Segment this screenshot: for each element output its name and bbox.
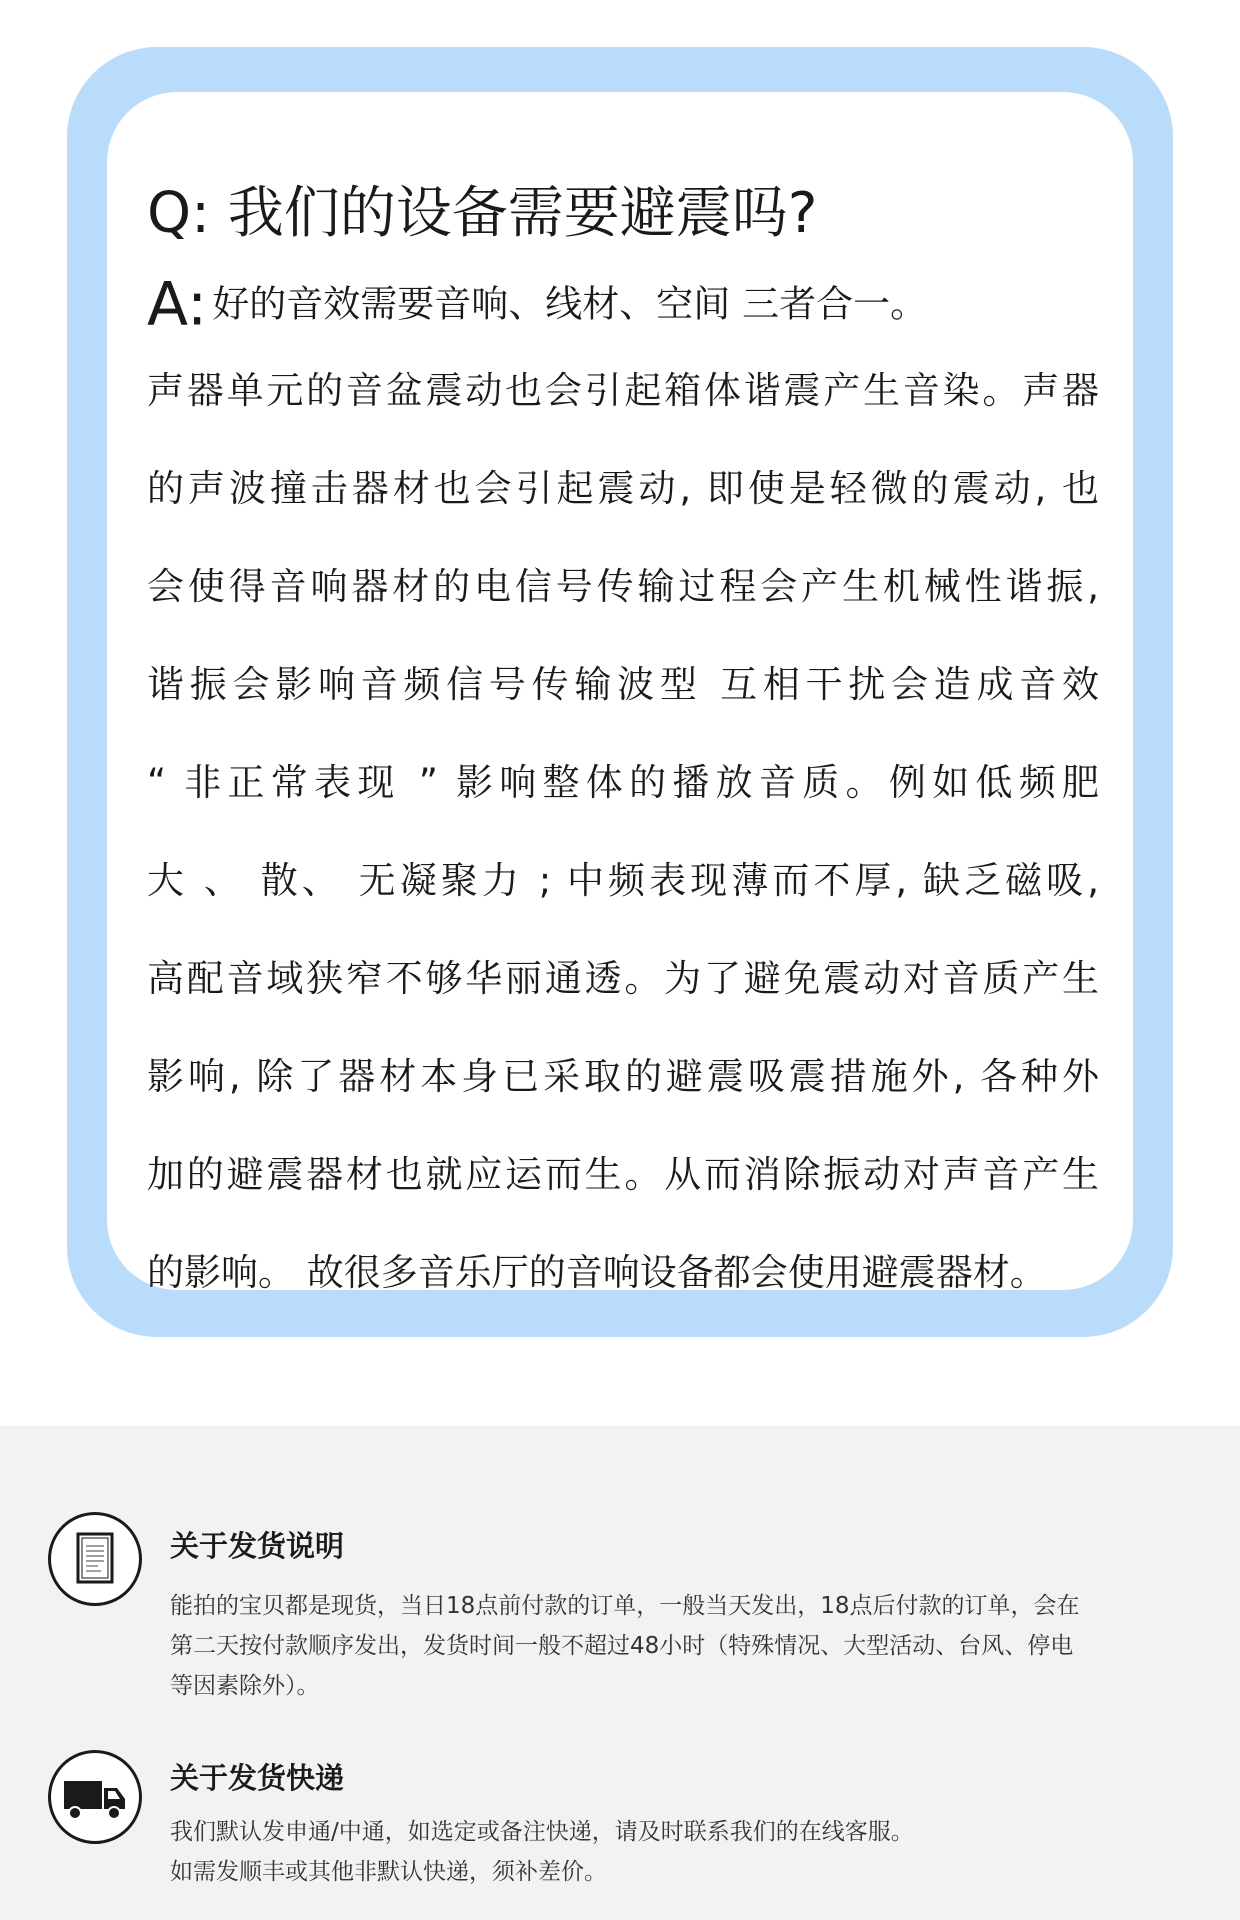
notice-line: 第二天按付款顺序发出，发货时间一般不超过48小时（特殊情况、大型活动、台风、停电: [170, 1633, 1074, 1659]
answer-line: 高配音域狭窄不够华丽通透。为了避免震动对音质产生: [147, 957, 1099, 1000]
courier-notice-text: [170, 1812, 914, 1892]
shipping-notice-text: [170, 1586, 1080, 1706]
answer-line: 的影响。 故很多音乐厅的音响设备都会使用避震器材。: [147, 1251, 1047, 1294]
faq-card-frame: [67, 47, 1173, 1337]
truck-icon: [48, 1750, 142, 1844]
courier-notice-title: 关于发货快递: [170, 1761, 345, 1795]
faq-question: Q: 我们的设备需要避震吗?: [147, 181, 818, 246]
notice-line: 我们默认发申通/中通，如选定或备注快递，请及时联系我们的在线客服。: [170, 1819, 914, 1845]
answer-line: 加的避震器材也就应运而生。从而消除振动对声音产生: [147, 1153, 1099, 1196]
shipping-notice-title: 关于发货说明: [170, 1529, 345, 1563]
faq-card: [107, 92, 1133, 1294]
answer-line: 会使得音响器材的电信号传输过程会产生机械性谐振,: [147, 565, 1099, 608]
faq-answer-body: [147, 342, 1099, 1322]
notice-line: 如需发顺丰或其他非默认快递，须补差价。: [170, 1859, 607, 1885]
answer-line: 的声波撞击器材也会引起震动, 即使是轻微的震动, 也: [147, 467, 1099, 510]
answer-line: “ 非正常表现 ” 影响整体的播放音质。例如低频肥: [147, 761, 1099, 804]
footer-notices: [0, 1426, 1240, 1920]
answer-line: 谐振会影响音频信号传输波型 互相干扰会造成音效: [147, 663, 1099, 706]
notice-line: 等因素除外）。: [170, 1673, 320, 1699]
faq-answer-header: [147, 264, 927, 345]
notice-line: 能拍的宝贝都是现货，当日18点前付款的订单，一般当天发出，18点后付款的订单，会在: [170, 1593, 1080, 1619]
answer-lead: 好的音效需要音响、线材、空间 三者合一。: [212, 282, 928, 326]
answer-line: 大 、 散、 无凝聚力 ; 中频表现薄而不厚, 缺乏磁吸,: [147, 859, 1099, 902]
answer-line: 影响, 除了器材本身已采取的避震吸震措施外, 各种外: [147, 1055, 1099, 1098]
answer-prefix: A:: [147, 269, 208, 340]
answer-line: 声器单元的音盆震动也会引起箱体谐震产生音染。声器: [147, 369, 1099, 412]
document-icon: [48, 1512, 142, 1606]
